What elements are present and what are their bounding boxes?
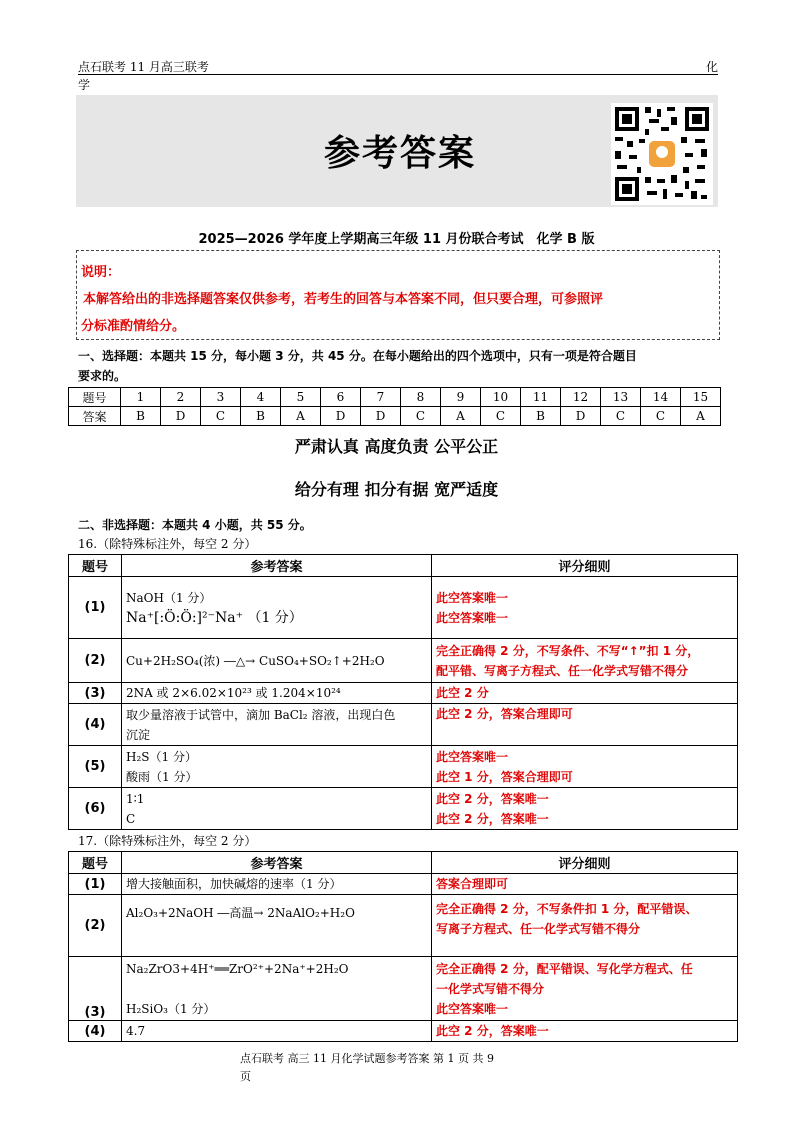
rule-cell [432, 577, 738, 639]
rule-cell [432, 704, 738, 746]
answer-cell [122, 1021, 432, 1042]
mc-number: 6 [321, 388, 361, 407]
mc-number-row [69, 388, 721, 407]
section1-heading-cont: 要求的。 [78, 369, 127, 383]
mc-number: 4 [241, 388, 281, 407]
mc-answer: B [521, 407, 561, 426]
q17-table [68, 851, 738, 1042]
answer-line: 4.7 [126, 1024, 146, 1038]
mc-number: 3 [201, 388, 241, 407]
header-wrap: 学 [78, 78, 91, 92]
rule-line: 此空答案唯一 [436, 1001, 509, 1016]
row-number: (4) [69, 704, 122, 746]
mc-number: 5 [281, 388, 321, 407]
rule-line: 配平错、写离子方程式、任一化学式写错不得分 [436, 663, 689, 678]
mc-answer-table [68, 387, 721, 426]
page-header [78, 58, 718, 94]
rule-line: 完全正确得 2 分，不写条件扣 1 分，配平错误、 [436, 902, 698, 916]
rule-cell [432, 1021, 738, 1042]
row-number: (1) [69, 577, 122, 639]
mc-number: 10 [481, 388, 521, 407]
q17-intro: 17.（除特殊标注外，每空 2 分） [78, 834, 257, 848]
qr-code-icon [611, 103, 713, 205]
answer-line: 增大接触面积，加快碱熔的速率（1 分） [126, 877, 342, 891]
row-number: (3) [69, 683, 122, 704]
rule-line: 此空答案唯一 [436, 610, 509, 625]
mc-answer: A [681, 407, 721, 426]
q16-header-row [69, 555, 738, 577]
rule-line: 完全正确得 2 分，不写条件、不写“↑”扣 1 分， [436, 643, 700, 658]
mc-number: 11 [521, 388, 561, 407]
rule-cell [432, 746, 738, 788]
q17-row-2 [69, 895, 738, 957]
rule-line: 写离子方程式、任一化学式写错不得分 [436, 922, 641, 936]
answer-cell [122, 874, 432, 895]
mc-answer: A [281, 407, 321, 426]
mc-number: 1 [121, 388, 161, 407]
q16-row-5 [69, 746, 738, 788]
note-box [76, 250, 720, 340]
mc-answer: D [561, 407, 601, 426]
q16-intro: 16.（除特殊标注外，每空 2 分） [78, 537, 257, 551]
answer-line: 1∶1 [126, 791, 145, 806]
header-right: 化 [705, 60, 718, 74]
mc-label-ans: 答案 [69, 407, 121, 426]
row-number: (1) [69, 874, 122, 895]
mc-number: 12 [561, 388, 601, 407]
row-number: (3) [69, 957, 122, 1021]
mc-number: 13 [601, 388, 641, 407]
answer-cell [122, 746, 432, 788]
col-header-answer: 参考答案 [122, 555, 432, 577]
row-number: (2) [69, 895, 122, 957]
section2-heading: 二、非选择题：本题共 4 小题，共 55 分。 [78, 518, 312, 532]
q17-row-1 [69, 874, 738, 895]
answer-line: 取少量溶液于试管中，滴加 BaCl₂ 溶液，出现白色 [126, 707, 396, 722]
exam-subtitle: 2025—2026 学年度上学期高三年级 11 月份联合考试 化学 B 版 [198, 232, 595, 247]
col-header-no: 题号 [69, 555, 122, 577]
q17-row-4 [69, 1021, 738, 1042]
section1-heading: 一、选择题：本题共 15 分，每小题 3 分，共 45 分。在每小题给出的四个选项中，只有一项是符合题目 [78, 349, 637, 363]
col-header-rule: 评分细则 [432, 852, 738, 874]
mc-answer: C [201, 407, 241, 426]
row-number: (5) [69, 746, 122, 788]
answer-line: NaOH（1 分） [126, 590, 212, 605]
mc-number: 8 [401, 388, 441, 407]
q16-row-3 [69, 683, 738, 704]
answer-cell [122, 895, 432, 957]
answer-cell [122, 957, 432, 1021]
answer-line: Al₂O₃+2NaOH ―高温→ 2NaAlO₂+H₂O [126, 906, 355, 920]
mc-answer: D [361, 407, 401, 426]
mc-number: 9 [441, 388, 481, 407]
row-number: (2) [69, 639, 122, 683]
note-label: 说明： [81, 265, 121, 280]
rule-line: 此空 2 分，答案唯一 [436, 811, 549, 826]
q16-row-4 [69, 704, 738, 746]
mc-answer: D [161, 407, 201, 426]
rule-line: 一化学式写错不得分 [436, 981, 545, 996]
rule-cell [432, 788, 738, 830]
answer-cell [122, 639, 432, 683]
answer-line: Na⁺[:Ö:Ö:]²⁻Na⁺ （1 分） [126, 609, 303, 626]
rule-cell [432, 895, 738, 957]
rule-line: 此空 2 分，答案合理即可 [436, 707, 573, 721]
mc-answer: C [401, 407, 441, 426]
rule-line: 完全正确得 2 分，配平错误、写化学方程式、任 [436, 961, 693, 976]
answer-cell [122, 788, 432, 830]
mc-answer: B [121, 407, 161, 426]
rule-line: 此空答案唯一 [436, 590, 509, 605]
mc-number: 14 [641, 388, 681, 407]
answer-cell [122, 704, 432, 746]
note-line-2: 分标准酌情给分。 [81, 319, 186, 334]
mc-number: 2 [161, 388, 201, 407]
header-left: 点石联考 11 月高三联考 [78, 60, 209, 74]
rule-line: 此空 2 分 [436, 686, 489, 700]
page-footer [240, 1050, 494, 1086]
rule-cell [432, 957, 738, 1021]
slogan-2: 给分有理 扣分有据 宽严适度 [294, 480, 499, 499]
mc-answer: B [241, 407, 281, 426]
title-banner [76, 95, 718, 207]
col-header-no: 题号 [69, 852, 122, 874]
answer-line: 酸雨（1 分） [126, 769, 198, 784]
mc-answer: C [481, 407, 521, 426]
note-line-1: 本解答给出的非选择题答案仅供参考，若考生的回答与本答案不同，但只要合理，可参照评 [83, 292, 604, 307]
answer-line: H₂SiO₃（1 分） [126, 1001, 216, 1016]
mc-answer: A [441, 407, 481, 426]
answer-line: 2NA 或 2×6.02×10²³ 或 1.204×10²⁴ [126, 686, 341, 700]
answer-line [126, 979, 427, 999]
footer-line-2: 页 [240, 1070, 251, 1083]
answer-cell [122, 683, 432, 704]
answer-line: H₂S（1 分） [126, 749, 197, 764]
q16-table [68, 554, 738, 830]
answer-line: C [126, 811, 136, 826]
rule-cell [432, 639, 738, 683]
rule-line: 答案合理即可 [436, 877, 509, 891]
rule-line: 此空 2 分，答案唯一 [436, 791, 549, 806]
col-header-rule: 评分细则 [432, 555, 738, 577]
footer-line-1: 点石联考 高三 11 月化学试题参考答案 第 1 页 共 9 [240, 1052, 494, 1065]
mc-answer: C [601, 407, 641, 426]
q16-row-6 [69, 788, 738, 830]
q17-header-row [69, 852, 738, 874]
mc-number: 15 [681, 388, 721, 407]
q17-row-3 [69, 957, 738, 1021]
answer-cell [122, 577, 432, 639]
rule-line: 此空 1 分，答案合理即可 [436, 769, 573, 784]
answer-line: Cu+2H₂SO₄(浓) ―△→ CuSO₄+SO₂↑+2H₂O [126, 653, 385, 668]
answer-line: 沉淀 [126, 727, 151, 742]
row-number: (6) [69, 788, 122, 830]
answer-line: Na₂ZrO3+4H⁺══ZrO²⁺+2Na⁺+2H₂O [126, 961, 349, 976]
col-header-answer: 参考答案 [122, 852, 432, 874]
page-title: 参考答案 [324, 132, 477, 174]
mc-number: 7 [361, 388, 401, 407]
rule-line: 此空 2 分，答案唯一 [436, 1024, 549, 1038]
slogan-1: 严肃认真 高度负责 公平公正 [294, 437, 499, 456]
mc-answer: D [321, 407, 361, 426]
mc-label-no: 题号 [69, 388, 121, 407]
q16-row-2 [69, 639, 738, 683]
q16-row-1 [69, 577, 738, 639]
rule-cell [432, 683, 738, 704]
row-number: (4) [69, 1021, 122, 1042]
mc-answer: C [641, 407, 681, 426]
header-rule [78, 74, 718, 75]
rule-cell [432, 874, 738, 895]
mc-answer-row [69, 407, 721, 426]
rule-line: 此空答案唯一 [436, 749, 509, 764]
